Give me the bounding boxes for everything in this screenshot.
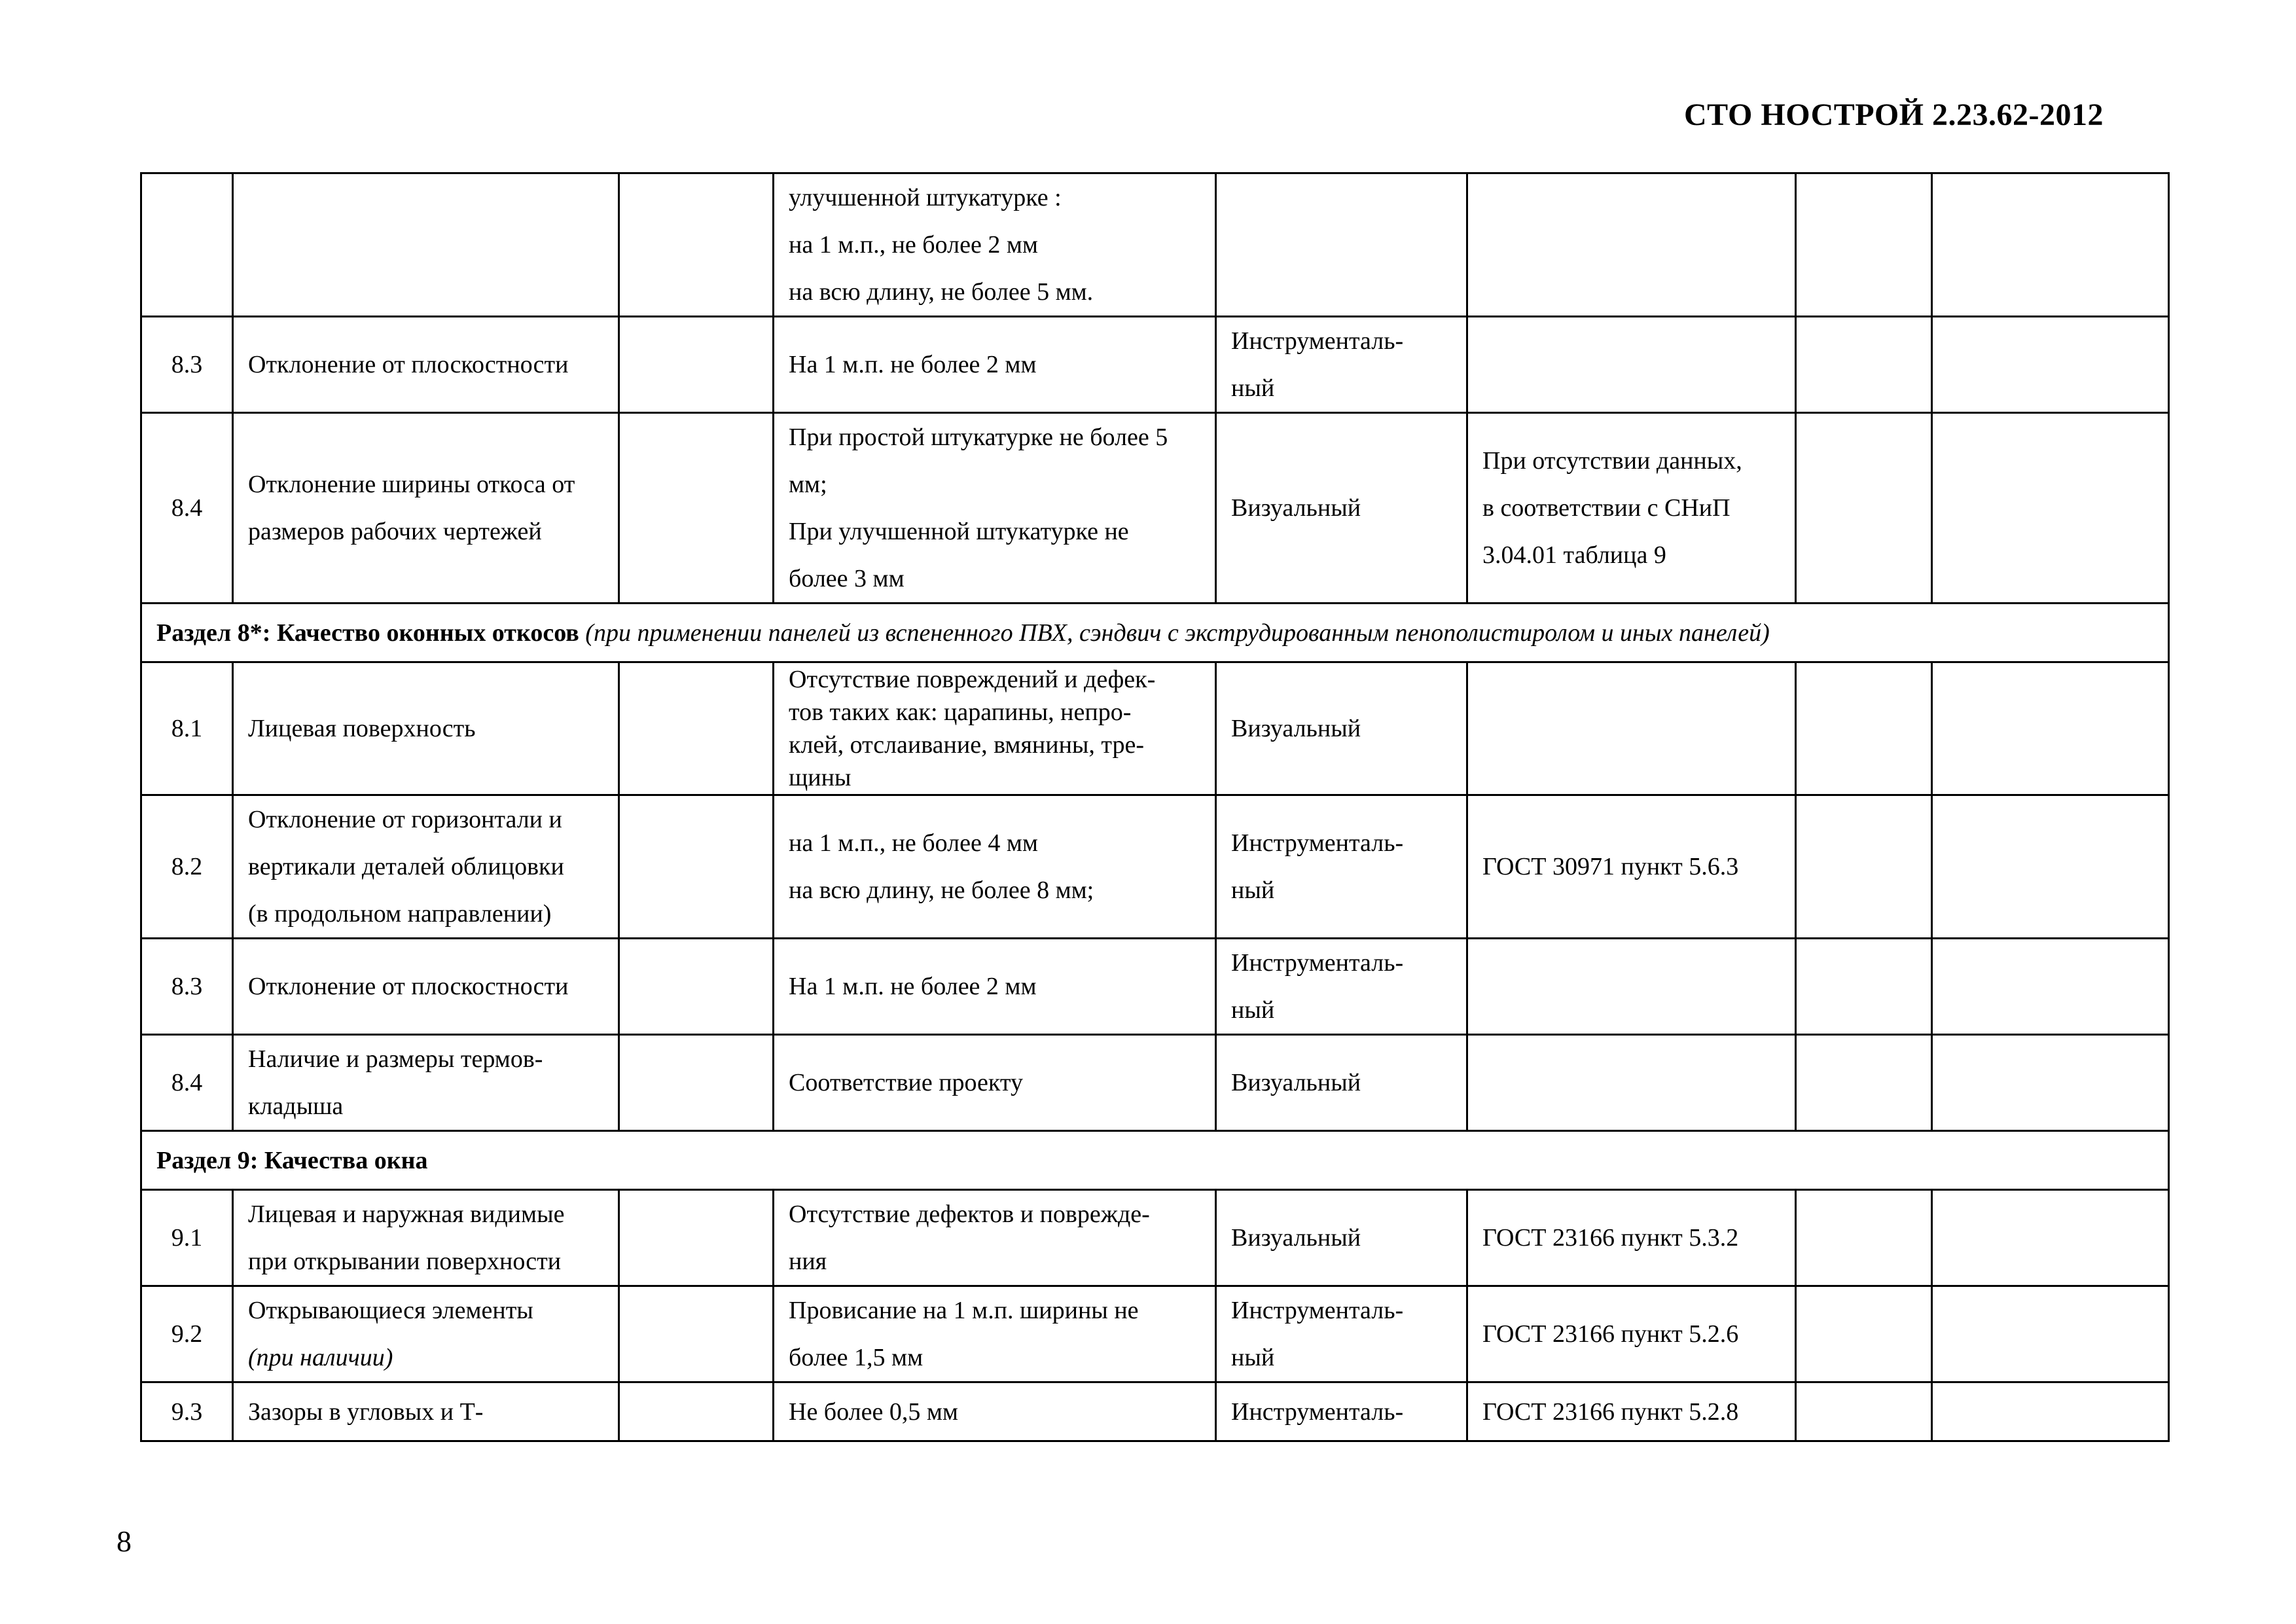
name-line: Открывающиеся элементы — [248, 1297, 533, 1324]
requirement-line: щины — [789, 764, 852, 791]
empty-cell — [1932, 1382, 2169, 1441]
reference-line: в соответствии с СНиП — [1482, 494, 1731, 522]
empty-cell — [1796, 413, 1932, 604]
method-line: Визуальный — [1231, 715, 1361, 742]
empty-cell — [1932, 173, 2169, 317]
reference-cell — [1467, 317, 1796, 413]
method-line: Визуальный — [1231, 1069, 1361, 1096]
reference-line: ГОСТ 23166 пункт 5.3.2 — [1482, 1224, 1739, 1252]
parameter-cell — [233, 1190, 619, 1286]
reference-cell — [1467, 939, 1796, 1035]
item-number-cell — [141, 1035, 233, 1131]
method-line: Инструменталь- — [1231, 829, 1404, 857]
requirement-line: улучшенной штукатурке : — [789, 184, 1062, 211]
parameter-cell — [233, 317, 619, 413]
requirement-line: на 1 м.п., не более 2 мм — [789, 231, 1038, 259]
requirement-cell — [774, 1286, 1216, 1382]
table-body — [141, 173, 2169, 1441]
item-number: 9.1 — [171, 1224, 203, 1252]
empty-cell — [1932, 795, 2169, 939]
empty-cell — [1932, 939, 2169, 1035]
requirement-line: Соответствие проекту — [789, 1069, 1023, 1096]
requirement-cell — [774, 173, 1216, 317]
requirement-line: Не более 0,5 мм — [789, 1398, 958, 1426]
method-line: Визуальный — [1231, 494, 1361, 522]
empty-cell — [619, 939, 774, 1035]
table-row — [141, 173, 2169, 317]
reference-cell — [1467, 173, 1796, 317]
empty-cell — [619, 1286, 774, 1382]
method-line: ный — [1231, 374, 1275, 402]
requirement-line: на всю длину, не более 8 мм; — [789, 876, 1094, 904]
reference-cell — [1467, 1382, 1796, 1441]
reference-line: 3.04.01 таблица 9 — [1482, 541, 1666, 569]
empty-cell — [1932, 1190, 2169, 1286]
item-number: 8.1 — [171, 715, 203, 742]
parameter-cell — [233, 795, 619, 939]
item-number: 9.2 — [171, 1320, 203, 1348]
name-line: Отклонение от плоскостности — [248, 973, 569, 1000]
empty-cell — [619, 662, 774, 795]
reference-cell — [1467, 1190, 1796, 1286]
empty-cell — [619, 317, 774, 413]
reference-cell — [1467, 1286, 1796, 1382]
requirement-line: клей, отслаивание, вмянины, тре- — [789, 731, 1145, 759]
item-number: 8.3 — [171, 351, 203, 378]
requirement-cell — [774, 795, 1216, 939]
item-number-cell — [141, 662, 233, 795]
empty-cell — [1932, 1286, 2169, 1382]
item-number: 8.4 — [171, 494, 203, 522]
requirement-line: на всю длину, не более 5 мм. — [789, 278, 1094, 306]
parameter-cell — [233, 173, 619, 317]
table-row — [141, 795, 2169, 939]
item-number-cell — [141, 1190, 233, 1286]
document-code-header: СТО НОСТРОЙ 2.23.62-2012 — [1683, 98, 2104, 132]
section-title: Раздел 8*: Качество оконных откосов — [156, 619, 579, 647]
parameter-cell — [233, 1286, 619, 1382]
name-line: Лицевая и наружная видимые — [248, 1200, 565, 1228]
requirement-cell — [774, 413, 1216, 604]
name-line: при открывании поверхности — [248, 1248, 562, 1275]
section-header-row — [141, 1131, 2169, 1190]
requirement-cell — [774, 1035, 1216, 1131]
empty-cell — [1796, 1382, 1932, 1441]
table-row — [141, 1286, 2169, 1382]
inspection-table — [140, 172, 2170, 1442]
method-line: Инструменталь- — [1231, 1398, 1404, 1426]
reference-cell — [1467, 413, 1796, 604]
parameter-cell — [233, 939, 619, 1035]
method-line: Инструменталь- — [1231, 327, 1404, 355]
requirement-line: При улучшенной штукатурке не — [789, 518, 1129, 545]
control-method-cell — [1216, 1286, 1467, 1382]
empty-cell — [1796, 795, 1932, 939]
item-number-cell — [141, 413, 233, 604]
name-line: кладыша — [248, 1092, 344, 1120]
reference-line: ГОСТ 23166 пункт 5.2.6 — [1482, 1320, 1739, 1348]
control-method-cell — [1216, 1190, 1467, 1286]
empty-cell — [1796, 939, 1932, 1035]
control-method-cell — [1216, 413, 1467, 604]
requirement-cell — [774, 1382, 1216, 1441]
table-row — [141, 1382, 2169, 1441]
control-method-cell — [1216, 662, 1467, 795]
table-row — [141, 1190, 2169, 1286]
name-line: Зазоры в угловых и Т- — [248, 1398, 484, 1426]
control-method-cell — [1216, 939, 1467, 1035]
requirement-line: на 1 м.п., не более 4 мм — [789, 829, 1038, 857]
empty-cell — [1796, 317, 1932, 413]
table-row — [141, 413, 2169, 604]
requirement-line: На 1 м.п. не более 2 мм — [789, 351, 1037, 378]
section-title-cell — [141, 604, 2169, 662]
item-number-cell — [141, 939, 233, 1035]
name-line: (в продольном направлении) — [248, 900, 552, 928]
item-number-cell — [141, 1382, 233, 1441]
name-line: размеров рабочих чертежей — [248, 518, 542, 545]
item-number: 8.2 — [171, 853, 203, 880]
reference-cell — [1467, 1035, 1796, 1131]
reference-line: ГОСТ 30971 пункт 5.6.3 — [1482, 853, 1739, 880]
requirement-line: На 1 м.п. не более 2 мм — [789, 973, 1037, 1000]
control-method-cell — [1216, 173, 1467, 317]
reference-cell — [1467, 662, 1796, 795]
method-line: Визуальный — [1231, 1224, 1361, 1252]
control-method-cell — [1216, 1382, 1467, 1441]
table-row — [141, 939, 2169, 1035]
empty-cell — [1796, 1035, 1932, 1131]
empty-cell — [1796, 173, 1932, 317]
table-row — [141, 317, 2169, 413]
section-title: Раздел 9: Качества окна — [156, 1146, 428, 1174]
empty-cell — [1932, 413, 2169, 604]
requirement-line: ния — [789, 1248, 827, 1275]
item-number-cell — [141, 173, 233, 317]
reference-line: ГОСТ 23166 пункт 5.2.8 — [1482, 1398, 1739, 1426]
requirement-cell — [774, 939, 1216, 1035]
item-number-cell — [141, 795, 233, 939]
name-line: Наличие и размеры термов- — [248, 1045, 543, 1073]
section-header-row — [141, 604, 2169, 662]
empty-cell — [1796, 1286, 1932, 1382]
requirement-cell — [774, 317, 1216, 413]
section-title-cell — [141, 1131, 2169, 1190]
method-line: Инструменталь- — [1231, 949, 1404, 977]
item-number-cell — [141, 1286, 233, 1382]
requirement-line: тов таких как: царапины, непро- — [789, 698, 1132, 726]
empty-cell — [1932, 317, 2169, 413]
empty-cell — [619, 173, 774, 317]
requirement-line: более 3 мм — [789, 565, 905, 592]
item-number: 8.4 — [171, 1069, 203, 1096]
empty-cell — [619, 1382, 774, 1441]
empty-cell — [619, 1190, 774, 1286]
parameter-cell — [233, 1382, 619, 1441]
table-row — [141, 662, 2169, 795]
method-line: Инструменталь- — [1231, 1297, 1404, 1324]
table-row — [141, 1035, 2169, 1131]
name-line: (при наличии) — [248, 1344, 393, 1371]
empty-cell — [1932, 662, 2169, 795]
empty-cell — [1796, 662, 1932, 795]
reference-line: При отсутствии данных, — [1482, 447, 1742, 475]
method-line: ный — [1231, 876, 1275, 904]
item-number: 9.3 — [171, 1398, 203, 1426]
empty-cell — [619, 795, 774, 939]
control-method-cell — [1216, 795, 1467, 939]
item-number-cell — [141, 317, 233, 413]
requirement-cell — [774, 662, 1216, 795]
name-line: вертикали деталей облицовки — [248, 853, 564, 880]
parameter-cell — [233, 1035, 619, 1131]
requirement-line: мм; — [789, 471, 827, 498]
name-line: Лицевая поверхность — [248, 715, 476, 742]
control-method-cell — [1216, 317, 1467, 413]
item-number: 8.3 — [171, 973, 203, 1000]
name-line: Отклонение ширины откоса от — [248, 471, 575, 498]
control-method-cell — [1216, 1035, 1467, 1131]
requirement-line: Отсутствие повреждений и дефек- — [789, 666, 1156, 693]
requirement-line: Отсутствие дефектов и поврежде- — [789, 1200, 1150, 1228]
page-number: 8 — [117, 1525, 132, 1558]
requirement-line: более 1,5 мм — [789, 1344, 924, 1371]
name-line: Отклонение от горизонтали и — [248, 806, 562, 833]
section-note: (при применении панелей из вспененного ПВХ, сэндвич с экструдированным пенополистиролом и иных панелей) — [579, 619, 1770, 647]
empty-cell — [619, 1035, 774, 1131]
reference-cell — [1467, 795, 1796, 939]
parameter-cell — [233, 662, 619, 795]
requirement-cell — [774, 1190, 1216, 1286]
name-line: Отклонение от плоскостности — [248, 351, 569, 378]
method-line: ный — [1231, 996, 1275, 1024]
empty-cell — [1796, 1190, 1932, 1286]
parameter-cell — [233, 413, 619, 604]
requirement-line: Провисание на 1 м.п. ширины не — [789, 1297, 1139, 1324]
requirement-line: При простой штукатурке не более 5 — [789, 424, 1168, 451]
method-line: ный — [1231, 1344, 1275, 1371]
empty-cell — [619, 413, 774, 604]
empty-cell — [1932, 1035, 2169, 1131]
